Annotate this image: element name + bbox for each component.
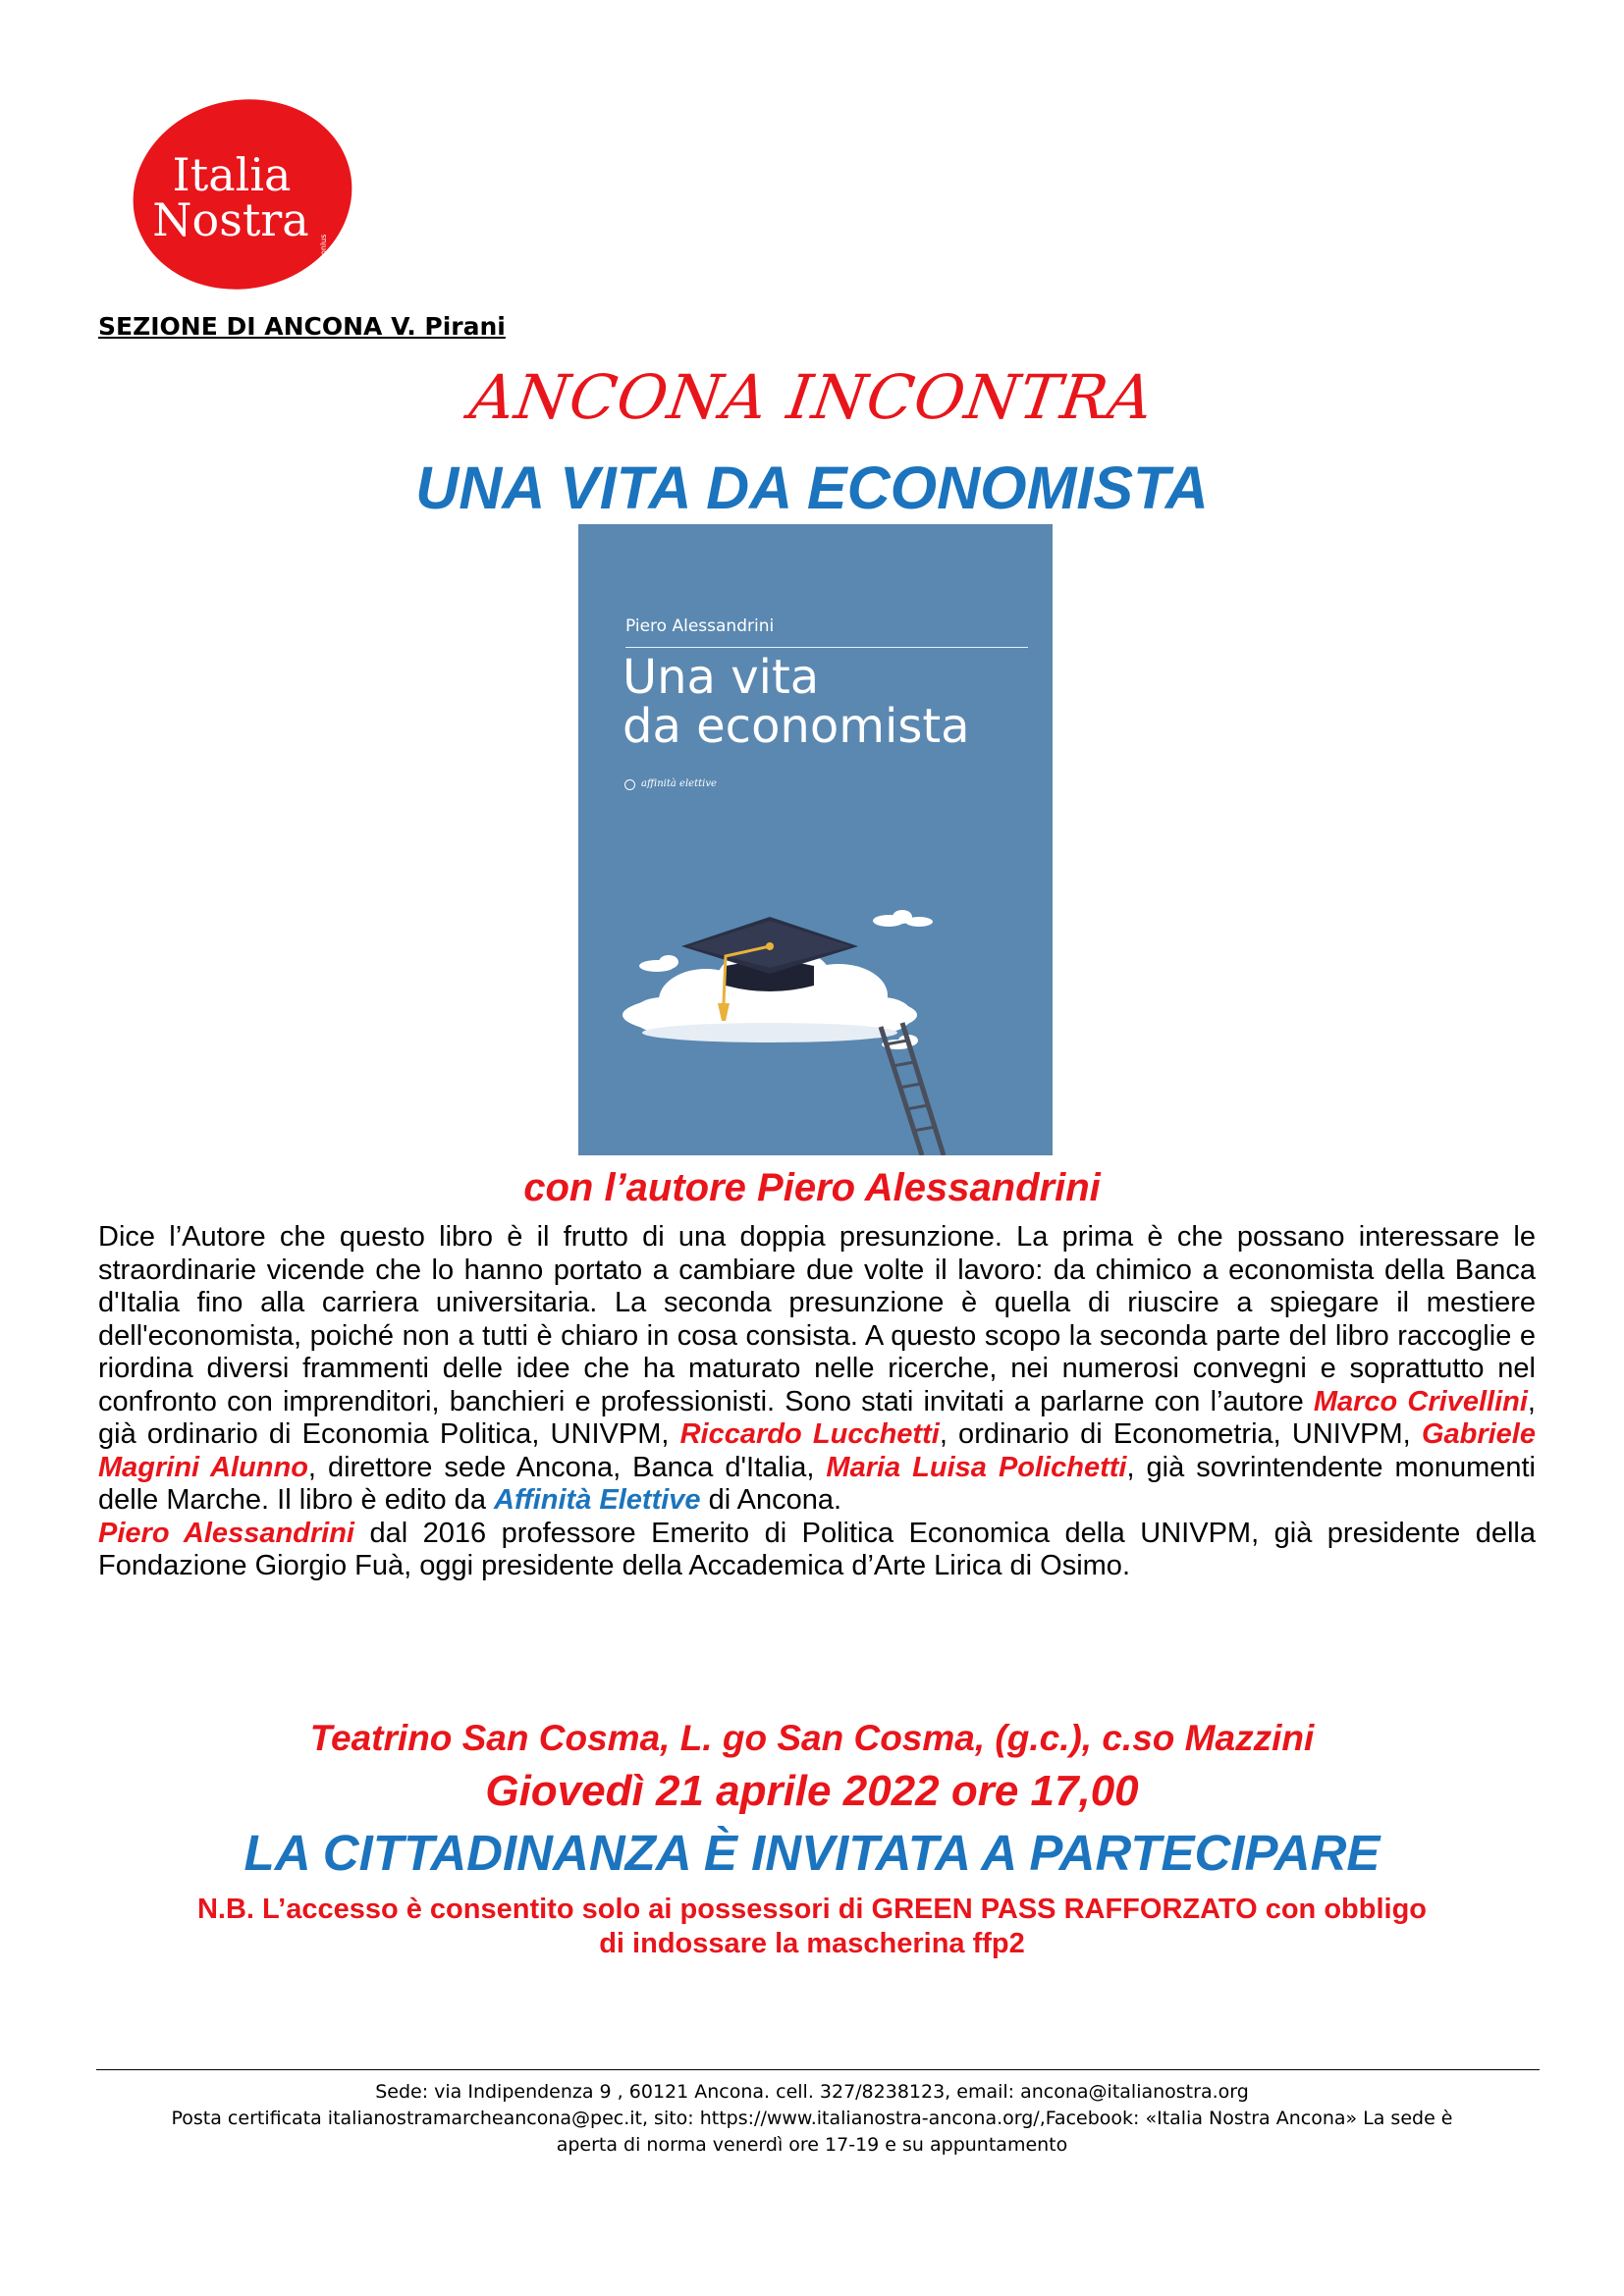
access-note-line2: di indossare la mascherina ffp2 [599, 1928, 1025, 1959]
logo-line1: Italia [172, 148, 292, 201]
cover-title-line2: da economista [623, 699, 970, 754]
description-text: Dice l’Autore che questo libro è il frutto di una doppia presunzione. La prima è che possano interessare le straordinarie vicende che lo hanno portato a cambiare due volte il lavoro: da chimico a economista della Banca d'Italia fino alla carriera universitaria. La seconda presunzione è quella di riuscire a spiegare il mestiere dell'economista, poiché non a tutti è chiaro in cosa consista. A questo scopo la seconda parte del libro raccoglie e riordina diversi frammenti delle idee che ha maturato nelle ricerche, nei numerosi convegni e soprattutto nel confronto con imprenditori, banchieri e professionisti. Sono stati invitati a parlarne con l’autore [98, 1221, 1536, 1417]
speaker-name: Gabriele Magrini Alunno [98, 1418, 1536, 1483]
event-venue: Teatrino San Cosma, L. go San Cosma, (g.c.), c.so Mazzini [309, 1718, 1315, 1758]
access-note-line1: N.B. L’accesso è consentito solo ai possessori di GREEN PASS RAFFORZATO con obbligo [196, 1894, 1428, 1925]
speaker-name: Riccardo Lucchetti [679, 1418, 940, 1450]
access-note [196, 1893, 1428, 1961]
description-text: di Ancona. [700, 1484, 842, 1516]
cover-author: Piero Alessandrini [625, 616, 775, 636]
footer [108, 2079, 1516, 2159]
description-text: , ordinario di Econometria, UNIVPM, [939, 1418, 1422, 1450]
book-cover [578, 524, 1053, 1155]
cover-title-line1: Una vita [623, 650, 820, 705]
cover-illustration [578, 524, 1053, 1155]
footer-divider [96, 2069, 1540, 2070]
small-cloud-icon [873, 910, 933, 927]
logo-emblem [130, 98, 356, 292]
speaker-name: Marco Crivellini [1313, 1385, 1528, 1417]
author-name: Piero Alessandrini [98, 1517, 354, 1549]
footer-hours: aperta di norma venerdì ore 17-19 e su appuntamento [556, 2134, 1068, 2156]
logo-line2: Nostra [152, 193, 309, 246]
event-date: Giovedì 21 aprile 2022 ore 17,00 [485, 1767, 1139, 1815]
cover-publisher: affinità elettive [641, 778, 717, 789]
section-label: SEZIONE DI ANCONA V. Pirani [98, 312, 506, 341]
author-bio-text: dal 2016 professore Emerito di Politica Economica della UNIVPM, già presidente della Fondazione Giorgio Fuà, oggi presidente della Accademica d’Arte Lirica di Osimo. [98, 1517, 1536, 1581]
cloud-shade-icon [642, 1023, 897, 1042]
footer-contacts: Posta certificata italianostramarcheancona@pec.it, sito: https://www.italianostra-ancona.org/,Facebook: «Italia Nostra Ancona» La sede è [171, 2108, 1453, 2129]
speaker-name: Maria Luisa Polichetti [826, 1451, 1127, 1483]
description [98, 1221, 1536, 1583]
small-cloud-icon [639, 955, 678, 972]
author-bio [98, 1518, 1536, 1583]
invitation: LA CITTADINANZA È INVITATA A PARTECIPARE [244, 1825, 1380, 1881]
event-title: UNA VITA DA ECONOMISTA [415, 454, 1209, 521]
publisher-name: Affinità Elettive [494, 1484, 701, 1516]
italia-nostra-logo [130, 98, 356, 292]
footer-address: Sede: via Indipendenza 9 , 60121 Ancona. cell. 327/8238123, email: ancona@italianostra.org [375, 2081, 1249, 2103]
logo-small: onlus [319, 234, 328, 255]
description-paragraph [98, 1221, 1536, 1518]
description-text: , già ordinario di Economia Politica, UNIVPM, [98, 1385, 1536, 1450]
presenter-line: con l’autore Piero Alessandrini [523, 1166, 1101, 1209]
description-text: , direttore sede Ancona, Banca d'Italia, [307, 1451, 827, 1483]
series-title: ANCONA INCONTRA [465, 361, 1159, 433]
description-text: , già sovrintendente monumenti delle Marche. Il libro è edito da [98, 1451, 1536, 1516]
